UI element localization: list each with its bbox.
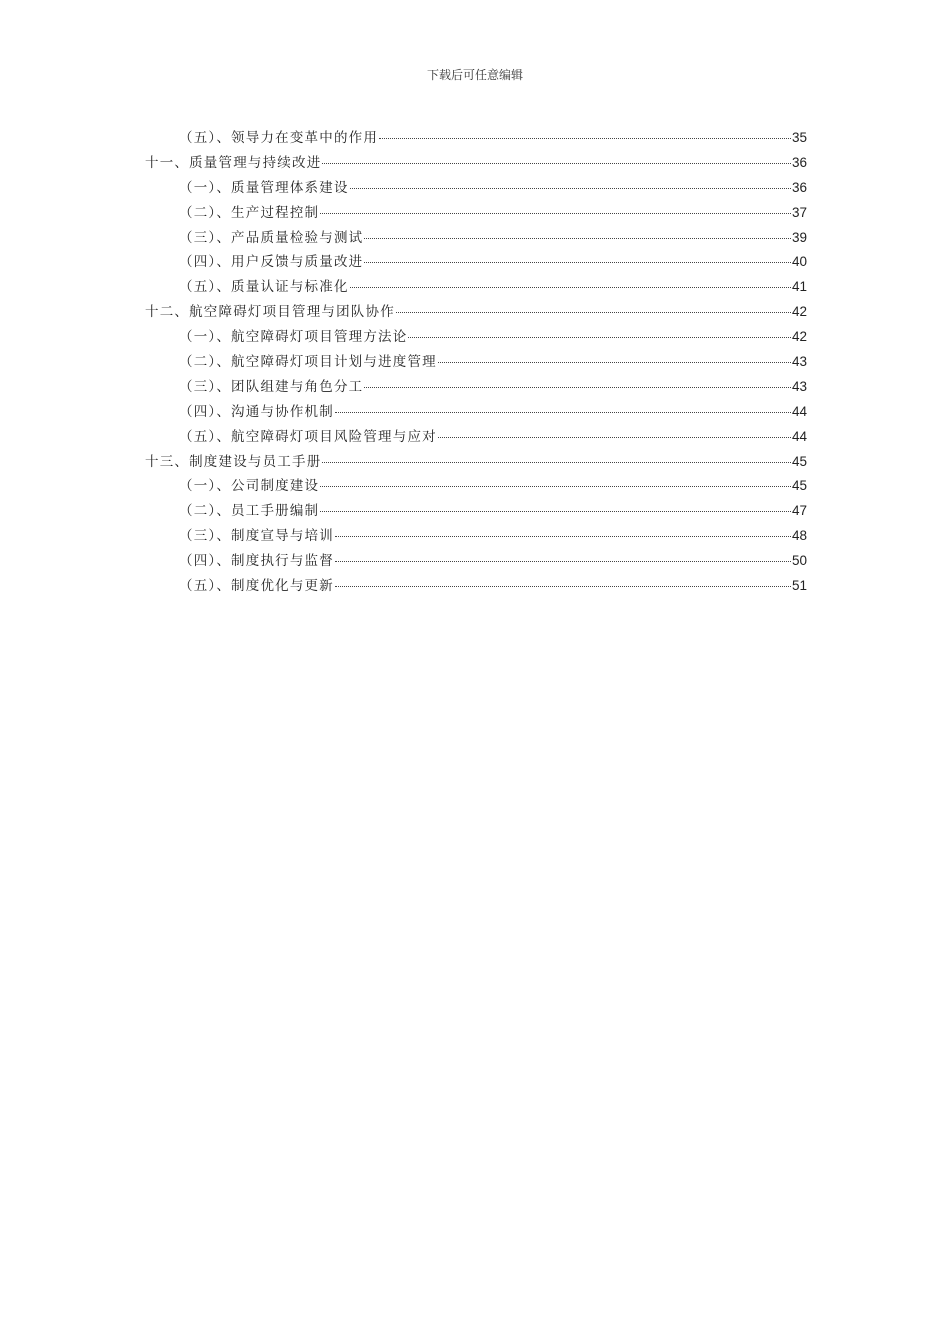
toc-section-entry[interactable] — [145, 400, 807, 425]
toc-dot-leader — [408, 337, 791, 338]
toc-entry-title: （三）、制度宣导与培训 — [179, 528, 334, 545]
toc-section-entry[interactable] — [145, 350, 807, 375]
toc-section-entry[interactable] — [145, 226, 807, 251]
toc-page-number: 44 — [791, 403, 807, 419]
toc-page-number: 36 — [791, 154, 807, 170]
toc-page-number: 39 — [791, 229, 807, 245]
toc-entry-title: （一）、质量管理体系建设 — [179, 179, 349, 196]
toc-entry-title: （二）、航空障碍灯项目计划与进度管理 — [179, 354, 437, 371]
toc-dot-leader — [320, 511, 791, 512]
toc-page-number: 43 — [791, 378, 807, 394]
table-of-contents — [145, 126, 807, 599]
toc-page-number: 35 — [791, 130, 807, 145]
toc-section-entry[interactable] — [145, 201, 807, 226]
toc-section-entry[interactable] — [145, 375, 807, 400]
toc-page-number: 37 — [791, 204, 807, 220]
toc-section-entry[interactable] — [145, 325, 807, 350]
toc-entry-title: （三）、产品质量检验与测试 — [179, 229, 364, 246]
toc-entry-title: （三）、团队组建与角色分工 — [179, 378, 364, 395]
toc-dot-leader — [335, 561, 791, 562]
toc-page-number: 43 — [791, 354, 807, 370]
toc-entry-title: （五）、质量认证与标准化 — [179, 279, 349, 296]
toc-entry-title: （一）、航空障碍灯项目管理方法论 — [179, 329, 408, 346]
toc-entry-title: （五）、航空障碍灯项目风险管理与应对 — [179, 428, 437, 445]
toc-entry-title: （五）、领导力在变革中的作用 — [179, 130, 379, 146]
toc-dot-leader — [350, 287, 791, 288]
toc-dot-leader — [322, 163, 791, 164]
toc-page-number: 51 — [791, 578, 807, 594]
toc-dot-leader — [438, 362, 791, 363]
toc-dot-leader — [320, 213, 791, 214]
toc-page-number: 50 — [791, 553, 807, 569]
toc-section-entry[interactable] — [145, 176, 807, 201]
toc-page-number: 40 — [791, 254, 807, 270]
toc-page-number: 45 — [791, 478, 807, 494]
toc-entry-title: （四）、制度执行与监督 — [179, 553, 334, 570]
toc-dot-leader — [364, 387, 791, 388]
toc-entry-title: （二）、员工手册编制 — [179, 503, 320, 520]
toc-entry-title: 十三、制度建设与员工手册 — [145, 453, 322, 470]
toc-dot-leader — [335, 536, 791, 537]
toc-dot-leader — [396, 312, 791, 313]
toc-chapter-entry[interactable] — [145, 151, 807, 176]
toc-section-entry[interactable] — [145, 574, 807, 599]
page-header: 下载后可任意编辑 — [426, 68, 523, 82]
toc-section-entry[interactable] — [145, 474, 807, 499]
toc-entry-title: （一）、公司制度建设 — [179, 478, 320, 495]
toc-dot-leader — [379, 138, 791, 139]
toc-page-number: 42 — [791, 329, 807, 345]
toc-chapter-entry[interactable] — [145, 300, 807, 325]
toc-dot-leader — [320, 486, 791, 487]
toc-entry-title: 十一、质量管理与持续改进 — [145, 154, 322, 171]
toc-dot-leader — [350, 188, 791, 189]
toc-dot-leader — [364, 262, 791, 263]
toc-page-number: 36 — [791, 179, 807, 195]
toc-section-entry[interactable] — [145, 549, 807, 574]
toc-page-number: 48 — [791, 528, 807, 544]
toc-chapter-entry[interactable] — [145, 450, 807, 475]
toc-section-entry[interactable] — [145, 425, 807, 450]
toc-section-entry[interactable] — [145, 250, 807, 275]
toc-entry-title: 十二、航空障碍灯项目管理与团队协作 — [145, 304, 395, 321]
toc-dot-leader — [322, 462, 791, 463]
toc-page-number: 45 — [791, 453, 807, 469]
toc-dot-leader — [335, 412, 791, 413]
toc-entry-title: （四）、沟通与协作机制 — [179, 403, 334, 420]
toc-section-entry[interactable] — [145, 275, 807, 300]
toc-section-entry[interactable] — [145, 524, 807, 549]
toc-dot-leader — [438, 437, 791, 438]
toc-entry-title: （二）、生产过程控制 — [179, 204, 320, 221]
toc-section-entry[interactable] — [145, 499, 807, 524]
toc-entry-title: （四）、用户反馈与质量改进 — [179, 254, 364, 271]
toc-page-number: 47 — [791, 503, 807, 519]
toc-dot-leader — [364, 238, 791, 239]
toc-dot-leader — [335, 586, 791, 587]
toc-section-entry[interactable] — [145, 126, 807, 151]
toc-page-number: 44 — [791, 428, 807, 444]
toc-page-number: 41 — [791, 279, 807, 295]
toc-page-number: 42 — [791, 304, 807, 320]
toc-entry-title: （五）、制度优化与更新 — [179, 578, 334, 595]
